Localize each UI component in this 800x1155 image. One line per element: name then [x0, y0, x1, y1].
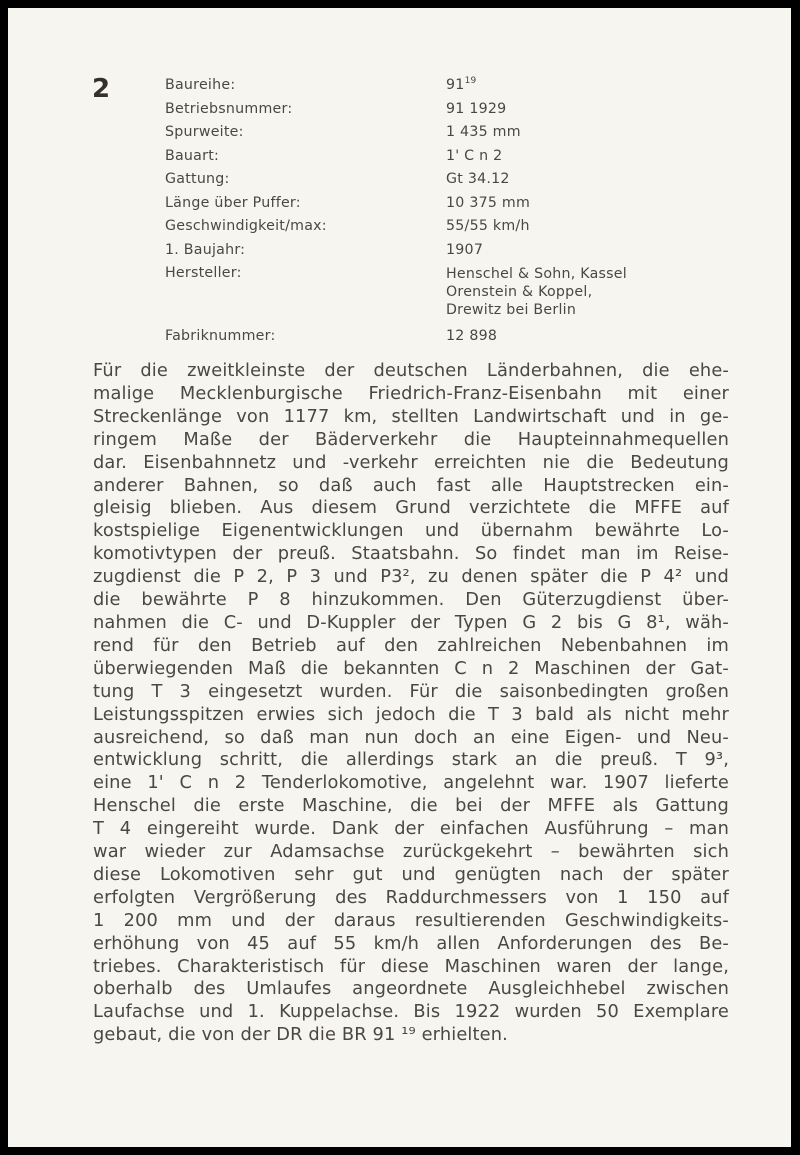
- spec-row-hersteller: [165, 262, 725, 319]
- description-line: die bewährte P 8 hinzukommen. Den Güterzugdienst über-: [93, 589, 729, 611]
- manufacturer-line: Orenstein & Koppel,: [446, 284, 593, 300]
- info-card: [8, 8, 791, 1147]
- description-line: Leistungsspitzen erwies sich jedoch die T 3 bald als nicht mehr: [93, 703, 729, 725]
- description-line: erfolgten Vergrößerung des Raddurchmessers von 1 150 auf: [93, 886, 729, 908]
- description-line: überwiegenden Maß die bekannten C n 2 Maschinen der Gat-: [93, 657, 729, 679]
- description-line: Laufachse und 1. Kuppelachse. Bis 1922 wurden 50 Exemplare: [93, 1001, 729, 1023]
- description-line: T 4 eingereiht wurde. Dank der einfachen Ausführung – man: [93, 818, 729, 840]
- spec-value: 12 898: [446, 328, 498, 344]
- description-line: dar. Eisenbahnnetz und -verkehr erreichten nie die Bedeutung: [93, 451, 729, 473]
- spec-label: Betriebsnummer:: [165, 100, 293, 117]
- description-line: rend für den Betrieb auf den zahlreichen Nebenbahnen im: [93, 634, 729, 656]
- description-line: anderer Bahnen, so daß auch fast alle Hauptstrecken ein-: [93, 474, 729, 496]
- spec-label: Hersteller:: [165, 265, 242, 281]
- spec-row-laenge: [165, 192, 725, 216]
- description-line: kostspielige Eigenentwicklungen und übernahm bewährte Lo-: [93, 520, 729, 542]
- description-line: diese Lokomotiven sehr gut und genügten nach der später: [93, 863, 729, 885]
- spec-label: Spurweite:: [165, 124, 244, 140]
- spec-table: [165, 74, 725, 349]
- description-line: erhöhung von 45 auf 55 km/h allen Anforderungen des Be-: [93, 932, 729, 954]
- spec-value: 91 1929: [446, 100, 507, 117]
- description-line: 1 200 mm und der daraus resultierenden Geschwindigkeits-: [93, 909, 729, 931]
- spec-value: 1907: [446, 241, 484, 258]
- description-text: [93, 360, 729, 1047]
- spec-value: 10 375 mm: [446, 194, 531, 211]
- description-line: war wieder zur Adamsachse zurückgekehrt – bewährten sich: [93, 841, 729, 863]
- description-line: oberhalb des Umlaufes angeordnete Ausgleichhebel zwischen: [93, 978, 729, 1000]
- description-line: malige Mecklenburgische Friedrich-Franz-Eisenbahn mit einer: [93, 382, 729, 404]
- spec-label: 1. Baujahr:: [165, 241, 246, 258]
- spec-value: 1 435 mm: [446, 124, 521, 140]
- description-line: triebes. Charakteristisch für diese Maschinen waren der lange,: [93, 955, 729, 977]
- spec-row-spurweite: [165, 121, 725, 145]
- description-line: zugdienst die P 2, P 3 und P3², zu denen später die P 4² und: [93, 566, 729, 588]
- description-line: komotivtypen der preuß. Staatsbahn. So findet man im Reise-: [93, 543, 729, 565]
- description-line: ausreichend, so daß man nun doch an eine Eigen- und Neu-: [93, 726, 729, 748]
- description-line: Streckenlänge von 1177 km, stellten Landwirtschaft und in ge-: [93, 405, 729, 427]
- spec-label: Gattung:: [165, 171, 230, 187]
- description-line: nahmen die C- und D-Kuppler der Typen G 2 bis G 8¹, wäh-: [93, 611, 729, 633]
- manufacturer-line: Henschel & Sohn, Kassel: [446, 266, 627, 282]
- spec-row-geschwindigkeit: [165, 215, 725, 239]
- spec-row-betriebsnummer: [165, 98, 725, 122]
- description-line: Für die zweitkleinste der deutschen Länderbahnen, die ehe-: [93, 360, 729, 381]
- spec-value: Gt 34.12: [446, 171, 510, 187]
- spec-value: 55/55 km/h: [446, 218, 530, 234]
- spec-label: Baureihe:: [165, 77, 236, 93]
- description-line: ringem Maße der Bäderverkehr die Haupteinnahmequellen: [93, 428, 729, 450]
- spec-row-fabriknummer: [165, 325, 725, 349]
- spec-label: Länge über Puffer:: [165, 194, 301, 211]
- spec-label: Fabriknummer:: [165, 328, 276, 344]
- manufacturer-line: Drewitz bei Berlin: [446, 302, 577, 318]
- spec-value: $91^{19}$: [446, 76, 477, 93]
- description-line: entwicklung schritt, die allerdings stark an die preuß. T 9³,: [93, 749, 729, 771]
- description-line: eine 1' C n 2 Tenderlokomotive, angelehnt war. 1907 lieferte: [93, 772, 729, 794]
- description-line: tung T 3 eingesetzt wurden. Für die saisonbedingten großen: [93, 680, 729, 702]
- spec-value: 1' C n 2: [446, 147, 503, 164]
- spec-value: [446, 262, 725, 319]
- spec-row-gattung: [165, 168, 725, 192]
- description-line: Henschel die erste Maschine, die bei der MFFE als Gattung: [93, 795, 729, 817]
- spec-value-superscript: 19: [464, 76, 477, 86]
- spec-label: Geschwindigkeit/max:: [165, 218, 327, 234]
- description-line: gebaut, die von der DR die BR 91 ¹⁹ erhielten.: [93, 1024, 508, 1046]
- spec-row-bauart: [165, 145, 725, 169]
- description-line: gleisig blieben. Aus diesem Grund verzichtete die MFFE auf: [93, 497, 729, 519]
- spec-label: Bauart:: [165, 147, 220, 164]
- spec-row-baujahr: [165, 239, 725, 263]
- card-number: 2: [92, 74, 111, 104]
- spec-row-baureihe: [165, 74, 725, 98]
